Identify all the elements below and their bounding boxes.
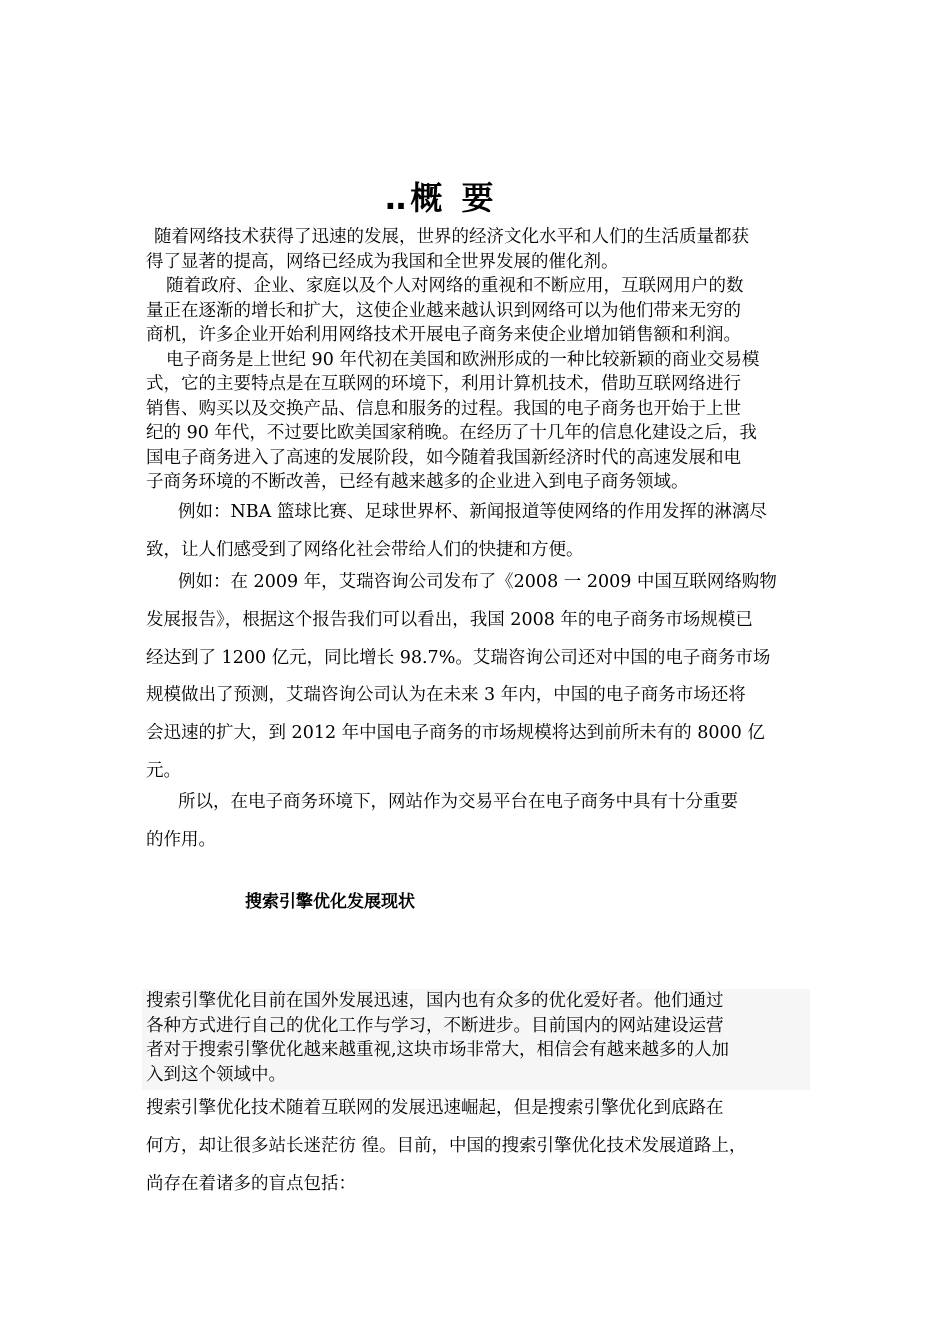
text-line: 销售、购买以及交换产品、信息和服务的过程。我国的电子商务也开始于上世 [146,398,741,419]
text-line: 商机，许多企业开始利用网络技术开展电子商务来使企业增加销售额和利润。 [146,325,741,345]
text-line: 经达到了 1200 亿元，同比增长 98.7%。艾瑞咨询公司还对中国的电子商务市场 [146,647,771,668]
text-line: 致，让人们感受到了网络化社会带给人们的快捷和方便。 [146,539,584,560]
text-line: 式，它的主要特点是在互联网的环境下，利用计算机技术，借助互联网络进行 [146,374,741,394]
text-line: 的作用。 [146,829,216,850]
intro-paragraph [146,225,812,274]
text-line: 得了显著的提高，网络已经成为我国和全世界发展的催化剂。 [146,251,619,272]
seo-paragraph-2 [146,1090,812,1203]
text-line: 所以，在电子商务环境下，网站作为交易平台在电子商务中具有十分重要 [178,792,738,812]
intro-section [146,225,812,495]
text-line: 例如：NBA 篮球比赛、足球世界杯、新闻报道等使网络的作用发挥的淋漓尽 [178,502,767,522]
text-line: 国电子商务进入了高速的发展阶段，如今随着我国新经济时代的高速发展和电 [146,447,741,468]
section-heading: 搜索引擎优化发展现状 [245,892,415,912]
text-line: 入到这个领域中。 [146,1064,286,1085]
text-line: 随着政府、企业、家庭以及个人对网络的重视和不断应用，互联网用户的数 [166,276,744,296]
conclusion-paragraph [146,784,812,860]
intro-paragraph [146,274,812,348]
text-line: 纪的 90 年代，不过要比欧美国家稍晚。在经历了十几年的信息化建设之后，我 [146,423,757,443]
text-line: 电子商务是上世纪 90 年代初在美国和欧洲形成的一种比较新颖的商业交易模 [166,349,760,370]
page-title: ‥概 要 [385,179,498,217]
intro-paragraph [146,348,812,495]
text-line: 搜索引擎优化目前在国外发展迅速，国内也有众多的优化爱好者。他们通过 [146,991,724,1011]
text-line: 者对于搜索引擎优化越来越重视,这块市场非常大，相信会有越来越多的人加 [146,1040,730,1060]
text-line: 发展报告》，根据这个报告我们可以看出，我国 2008 年的电子商务市场规模已 [146,609,753,630]
text-line: 规模做出了预测，艾瑞咨询公司认为在未来 3 年内，中国的电子商务市场还将 [146,685,746,706]
text-line: 例如：在 2009 年，艾瑞咨询公司发布了《2008 一 2009 中国互联网络购物 [178,572,777,592]
text-line: 何方，却让很多站长迷茫彷 徨。目前，中国的搜索引擎优化技术发展道路上， [146,1135,747,1156]
text-line: 量正在逐渐的增长和扩大，这使企业越来越认识到网络可以为他们带来无穷的 [146,300,741,321]
seo-paragraph-1 [146,989,812,1087]
text-line: 各种方式进行自己的优化工作与学习，不断进步。目前国内的网站建设运营 [146,1015,724,1036]
text-line: 子商务环境的不断改善，已经有越来越多的企业进入到电子商务领域。 [146,472,689,492]
text-line: 会迅速的扩大，到 2012 年中国电子商务的市场规模将达到前所未有的 8000 亿 [146,723,765,744]
text-line: 尚存在着诸多的盲点包括： [146,1173,356,1194]
text-line: 搜索引擎优化技术随着互联网的发展迅速崛起，但是搜索引擎优化到底路在 [146,1098,724,1118]
text-line: 随着网络技术获得了迅速的发展，世界的经济文化水平和人们的生活质量都获 [154,227,749,247]
example-paragraph-nba [146,494,812,570]
text-line: 元。 [146,760,181,781]
example-paragraph-iresearch [146,564,812,791]
